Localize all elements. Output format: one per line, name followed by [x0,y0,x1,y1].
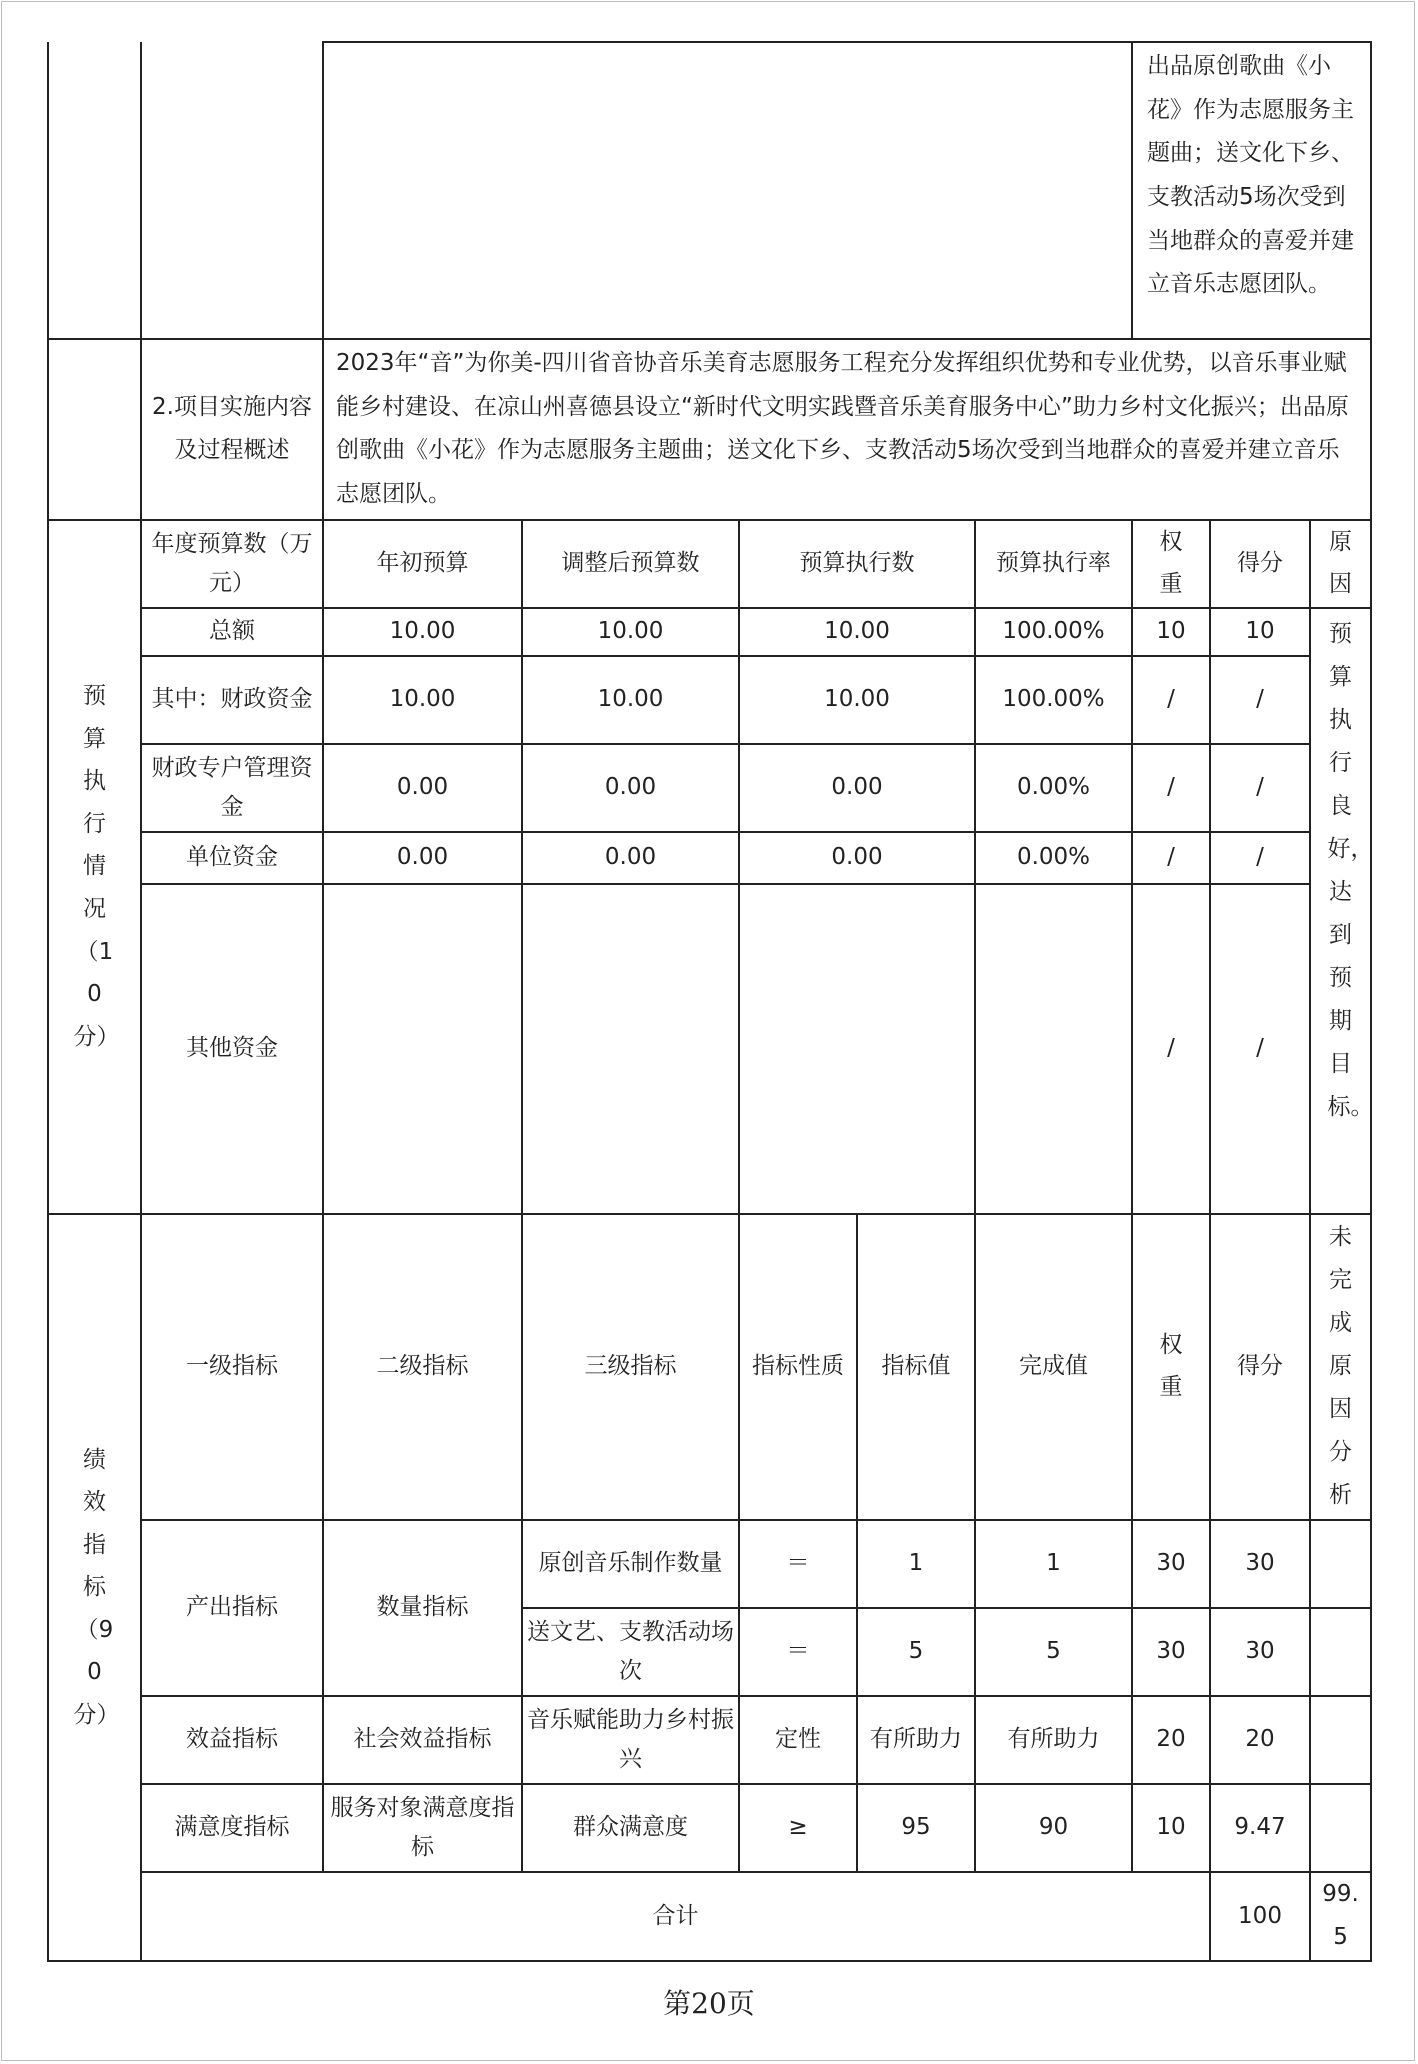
budget-row [48,744,1371,832]
header-adjusted: 调整后预算数 [522,520,739,608]
budget-weight: / [1132,744,1210,832]
budget-score: / [1210,884,1310,1214]
budget-row-label: 总额 [141,608,323,656]
indicator-nature: ＝ [739,1608,857,1696]
header-nature: 指标性质 [739,1214,857,1520]
header-weight-text: 权重 [1159,529,1183,597]
budget-adjusted: 0.00 [522,832,739,884]
header-actual: 完成值 [975,1214,1132,1520]
budget-adjusted: 10.00 [522,656,739,744]
indicator-weight: 20 [1132,1696,1210,1784]
indicator-target: 1 [857,1520,975,1608]
continuation-text: 出品原创歌曲《小花》作为志愿服务主题曲；送文化下乡、支教活动5场次受到当地群众的喜爱并建立音乐志愿团队。 [1132,42,1371,339]
budget-initial [323,884,522,1214]
indicator-nature: 定性 [739,1696,857,1784]
performance-table [47,41,1372,1962]
continuation-row [48,42,1371,339]
budget-row [48,832,1371,884]
budget-adjusted [522,884,739,1214]
indicator-level1: 效益指标 [141,1696,323,1784]
header-perf-reason-text: 未完成原因分析 [1329,1224,1352,1509]
indicator-score: 30 [1210,1608,1310,1696]
page-number: 第20页 [663,1987,755,2020]
indicator-row [48,1696,1371,1784]
indicator-weight: 30 [1132,1608,1210,1696]
indicator-nature: ≥ [739,1784,857,1872]
header-perf-score: 得分 [1210,1214,1310,1520]
header-executed: 预算执行数 [739,520,975,608]
total-label: 合计 [141,1872,1210,1961]
indicator-level2: 服务对象满意度指标 [323,1784,522,1872]
header-perf-weight [1132,1214,1210,1520]
header-rate: 预算执行率 [975,520,1132,608]
budget-section-label-text: 预算执行情况（10分） [73,683,120,1050]
indicator-level1: 产出指标 [141,1520,323,1696]
header-perf-weight-text: 权重 [1159,1332,1183,1400]
header-level2: 二级指标 [323,1214,522,1520]
budget-header-row [48,520,1371,608]
indicator-level3: 音乐赋能助力乡村振兴 [522,1696,739,1784]
indicator-nature: ＝ [739,1520,857,1608]
header-target: 指标值 [857,1214,975,1520]
budget-score: / [1210,832,1310,884]
indicator-actual: 5 [975,1608,1132,1696]
budget-score: 10 [1210,608,1310,656]
implementation-row [48,339,1371,520]
blank-cell [141,42,323,339]
header-initial: 年初预算 [323,520,522,608]
budget-score: / [1210,744,1310,832]
header-year-budget: 年度预算数（万元） [141,520,323,608]
blank-cell [323,42,1132,339]
budget-row [48,656,1371,744]
budget-executed: 0.00 [739,832,975,884]
header-reason [1310,520,1371,608]
indicator-weight: 30 [1132,1520,1210,1608]
indicator-level2: 社会效益指标 [323,1696,522,1784]
blank-cell [48,42,141,339]
budget-initial: 10.00 [323,656,522,744]
indicator-actual: 1 [975,1520,1132,1608]
budget-rate: 100.00% [975,608,1132,656]
budget-executed: 0.00 [739,744,975,832]
implementation-label: 2.项目实施内容及过程概述 [141,339,323,520]
header-reason-text: 原因 [1329,529,1352,597]
implementation-text: 2023年“音”为你美-四川省音协音乐美育志愿服务工程充分发挥组织优势和专业优势，以音乐事业赋能乡村建设、在凉山州喜德县设立“新时代文明实践暨音乐美育服务中心”助力乡村文化振兴；出品原创歌曲《小花》作为志愿服务主题曲；送文化下乡、支教活动5场次受到当地群众的喜爱并建立音乐志愿团队。 [323,339,1371,520]
budget-section-label [48,520,141,1214]
indicator-score: 9.47 [1210,1784,1310,1872]
total-score: 99.5 [1310,1872,1371,1961]
total-weight: 100 [1210,1872,1310,1961]
budget-executed: 10.00 [739,608,975,656]
budget-row [48,608,1371,656]
blank-cell [48,339,141,520]
budget-reason [1310,608,1374,1214]
budget-adjusted: 0.00 [522,744,739,832]
budget-initial: 0.00 [323,744,522,832]
indicator-target: 5 [857,1608,975,1696]
budget-row [48,884,1371,1214]
indicator-reason [1310,1520,1371,1608]
budget-reason-text: 预算执行良好，达到预期目标。 [1327,620,1374,1120]
indicator-weight: 10 [1132,1784,1210,1872]
indicator-row [48,1520,1371,1608]
budget-rate: 0.00% [975,744,1132,832]
indicator-reason [1310,1784,1371,1872]
indicator-target: 95 [857,1784,975,1872]
indicator-reason [1310,1608,1371,1696]
indicator-score: 30 [1210,1520,1310,1608]
header-perf-reason [1310,1214,1371,1520]
budget-row-label: 财政专户管理资金 [141,744,323,832]
budget-weight: 10 [1132,608,1210,656]
indicator-level2: 数量指标 [323,1520,522,1696]
budget-initial: 0.00 [323,832,522,884]
indicator-reason [1310,1696,1371,1784]
budget-rate [975,884,1132,1214]
performance-header-row [48,1214,1371,1520]
indicator-actual: 90 [975,1784,1132,1872]
indicator-target: 有所助力 [857,1696,975,1784]
budget-executed: 10.00 [739,656,975,744]
budget-row-label: 其他资金 [141,884,323,1214]
header-score: 得分 [1210,520,1310,608]
indicator-row [48,1784,1371,1872]
budget-row-label: 其中：财政资金 [141,656,323,744]
indicator-actual: 有所助力 [975,1696,1132,1784]
header-level3: 三级指标 [522,1214,739,1520]
total-row [48,1872,1371,1961]
indicator-level3: 送文艺、支教活动场次 [522,1608,739,1696]
performance-section-label [48,1214,141,1961]
budget-initial: 10.00 [323,608,522,656]
budget-rate: 0.00% [975,832,1132,884]
budget-rate: 100.00% [975,656,1132,744]
indicator-level1: 满意度指标 [141,1784,323,1872]
indicator-score: 20 [1210,1696,1310,1784]
performance-section-label-text: 绩效指标（90分） [73,1446,120,1728]
header-weight [1132,520,1210,608]
budget-executed [739,884,975,1214]
budget-score: / [1210,656,1310,744]
budget-row-label: 单位资金 [141,832,323,884]
indicator-level3: 群众满意度 [522,1784,739,1872]
indicator-level3: 原创音乐制作数量 [522,1520,739,1608]
budget-weight: / [1132,832,1210,884]
header-level1: 一级指标 [141,1214,323,1520]
budget-adjusted: 10.00 [522,608,739,656]
budget-weight: / [1132,884,1210,1214]
budget-weight: / [1132,656,1210,744]
